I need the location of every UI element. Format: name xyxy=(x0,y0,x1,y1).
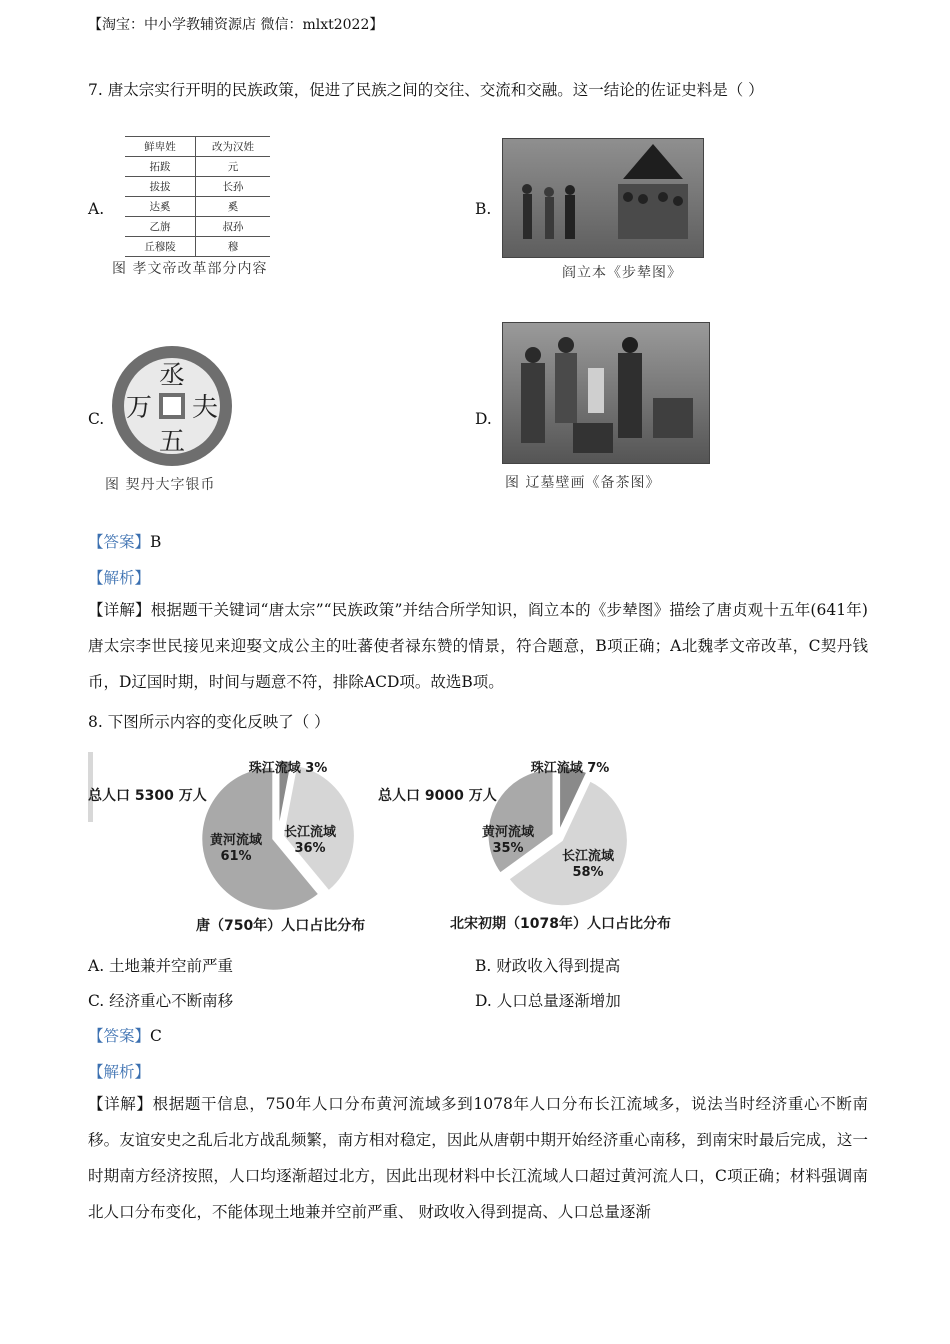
pie-slice-label: 珠江流域 3% xyxy=(248,761,328,776)
pie-title: 唐（750年）人口占比分布 xyxy=(196,918,366,934)
q7-option-c-caption: 图 契丹大字银币 xyxy=(105,477,216,493)
answer-value: B xyxy=(150,533,162,551)
table-cell: 穆 xyxy=(196,237,271,257)
table-cell: 拓跋 xyxy=(125,157,196,177)
q7-detail xyxy=(88,592,868,700)
q7-option-b-label: B. xyxy=(475,200,492,218)
q8-stem: 8. 下图所示内容的变化反映了（ ） xyxy=(88,713,330,731)
pie-total-label: 总人口 9000 万人 xyxy=(378,788,497,804)
pie-slice-label: 黄河流域 61% xyxy=(209,833,263,864)
table-cell: 拔拔 xyxy=(125,177,196,197)
q7-option-b-caption: 阎立本《步辇图》 xyxy=(562,265,682,281)
pie-slice-label: 长江流域 36% xyxy=(283,825,337,856)
table-cell: 元 xyxy=(196,157,271,177)
pie-slice-label: 珠江流域 7% xyxy=(530,761,610,776)
page-header: 【淘宝：中小学教辅资源店 微信：mlxt2022】 xyxy=(88,17,384,33)
coin-char-right: 夫 xyxy=(191,393,219,423)
coin-char-left: 万 xyxy=(125,393,153,423)
answer-tag: 【答案】 xyxy=(88,533,151,551)
detail-text: 根据题干关键词“唐太宗”“民族政策”并结合所学知识，阎立本的《步辇图》描绘了唐贞观十五年(641年)唐太宗李世民接见来迎娶文成公主的吐蕃使者禄东赞的情景，符合题意，B项正确；A北魏孝文帝改革，C契丹钱币，D辽国时期，时间与题意不符，排除ACD项。故选B项。 xyxy=(88,601,868,691)
q8-analysis-tag: 【解析】 xyxy=(88,1063,151,1081)
surname-table xyxy=(125,136,270,257)
detail-tag: 【详解】 xyxy=(88,1095,153,1113)
q7-option-d-caption: 图 辽墓壁画《备茶图》 xyxy=(505,475,661,491)
q7-option-a-label: A. xyxy=(88,200,105,218)
table-cell: 乙旃 xyxy=(125,217,196,237)
table-header-cell: 改为汉姓 xyxy=(196,137,271,157)
scan-edge-mark xyxy=(88,752,93,822)
detail-tag: 【详解】 xyxy=(88,601,151,619)
table-cell: 奚 xyxy=(196,197,271,217)
q7-answer xyxy=(88,530,161,552)
q8-option-c: C. 经济重心不断南移 xyxy=(88,992,234,1010)
pie-title: 北宋初期（1078年）人口占比分布 xyxy=(450,916,671,932)
painting-buniantu-image xyxy=(502,138,704,258)
coin-char-top: 丞 xyxy=(158,361,186,391)
pie-total-label: 总人口 5300 万人 xyxy=(88,788,207,804)
q8-answer xyxy=(88,1024,162,1046)
population-pie-charts xyxy=(88,752,708,942)
q7-option-a-caption: 图 孝文帝改革部分内容 xyxy=(112,261,268,277)
table-header-cell: 鲜卑姓 xyxy=(125,137,196,157)
silver-coin-image xyxy=(110,344,234,468)
q7-option-d-label: D. xyxy=(475,410,492,428)
detail-text: 根据题干信息，750年人口分布黄河流域多到1078年人口分布长江流域多，说法当时经济重心不断南移。友谊安史之乱后北方战乱频繁，南方相对稳定，因此从唐朝中期开始经济重心南移，到南宋时最后完成，这一时期南方经济按照，人口均逐渐超过北方，因此出现材料中长江流域人口超过黄河流人口，C项正确；材料强调南北人口分布变化，不能体现土地兼并空前严重、 财政收入得到提高、人口总量逐渐 xyxy=(88,1095,868,1221)
pie-slice-label: 长江流域 58% xyxy=(561,849,615,880)
pie-charts-svg xyxy=(88,752,708,942)
table-cell: 叔孙 xyxy=(196,217,271,237)
mural-figures xyxy=(503,323,709,463)
q7-stem: 7. 唐太宗实行开明的民族政策，促进了民族之间的交往、交流和交融。这一结论的佐证史料是（ ） xyxy=(88,81,764,99)
q8-option-d: D. 人口总量逐渐增加 xyxy=(475,992,621,1010)
q8-option-b: B. 财政收入得到提高 xyxy=(475,957,621,975)
painting-figures xyxy=(503,139,703,257)
mural-beichatu-image xyxy=(502,322,710,464)
table-cell: 丘穆陵 xyxy=(125,237,196,257)
table-cell: 长孙 xyxy=(196,177,271,197)
q7-option-c-label: C. xyxy=(88,410,105,428)
q7-analysis-tag: 【解析】 xyxy=(88,569,151,587)
pie-slice-label: 黄河流域 35% xyxy=(481,825,535,856)
coin-graphic xyxy=(110,344,234,468)
answer-tag: 【答案】 xyxy=(88,1027,151,1045)
q8-option-a: A. 土地兼并空前严重 xyxy=(88,957,234,975)
surname-table-figure xyxy=(125,136,270,257)
q8-detail xyxy=(88,1086,868,1230)
answer-value: C xyxy=(150,1027,162,1045)
coin-char-bottom: 五 xyxy=(158,427,186,457)
table-cell: 达奚 xyxy=(125,197,196,217)
